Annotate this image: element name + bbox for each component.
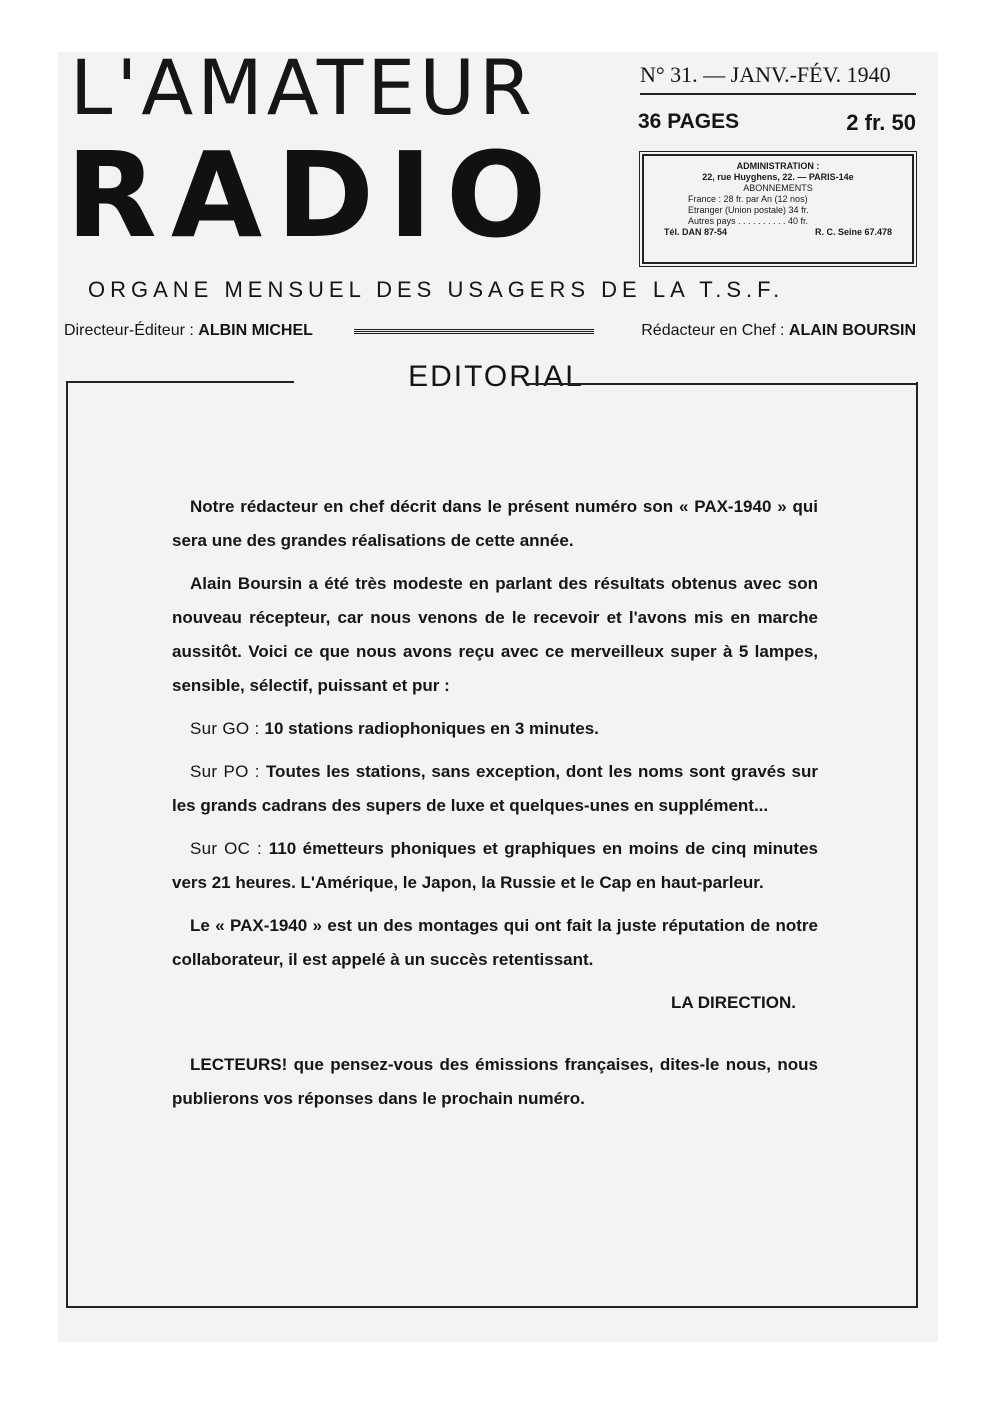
subscription-france: France : 28 fr. par An (12 nos) xyxy=(688,194,808,204)
editorial-body xyxy=(172,490,818,1125)
editor-credit xyxy=(641,322,916,340)
administration-address: 22, rue Huyghens, 22. — PARIS-14e xyxy=(702,172,854,182)
administration-label: ADMINISTRATION : xyxy=(736,161,820,171)
editorial-paragraph: Alain Boursin a été très modeste en parlant des résultats obtenus avec son nouveau récepteur, car nous venons de le recevoir et l'avons mis en marche aussitôt. Voici ce que nous avons reçu avec ce merveilleux super à 5 lampes, sensible, sélectif, puissant et pur : xyxy=(172,574,818,695)
page-count: 36 PAGES xyxy=(638,110,740,133)
administration-box xyxy=(642,154,914,264)
editorial-heading: EDITORIAL xyxy=(408,360,584,393)
po-text: Toutes les stations, sans exception, dont les noms sont gravés sur les grands cadrans des supers de luxe et quelques-unes en supplément... xyxy=(172,762,819,815)
go-text: 10 stations radiophoniques en 3 minutes. xyxy=(264,719,599,738)
director-credit xyxy=(64,322,313,340)
oc-text: 110 émetteurs phoniques et graphiques en moins de cinq minutes vers 21 heures. L'Amérique, le Japon, la Russie et le Cap en haut-parleur. xyxy=(172,839,818,892)
staff-line xyxy=(64,322,916,344)
editorial-signature: LA DIRECTION. xyxy=(671,993,796,1012)
telephone: Tél. DAN 87-54 xyxy=(664,227,728,237)
issue-number: N° 31. — JANV.-FÉV. 1940 xyxy=(640,62,891,87)
subscriptions-label: ABONNEMENTS xyxy=(743,183,813,193)
trade-register: R. C. Seine 67.478 xyxy=(814,227,892,237)
editor-label: Rédacteur en Chef : xyxy=(641,322,789,339)
po-label: Sur PO : xyxy=(190,762,266,781)
director-label: Directeur-Éditeur : xyxy=(64,322,199,339)
editor-name: ALAIN BOURSIN xyxy=(788,322,916,339)
price: 2 fr. 50 xyxy=(846,110,916,135)
issue-rule xyxy=(640,93,916,95)
staff-divider xyxy=(354,329,594,335)
subscription-autres: Autres pays . . . . . . . . . . 40 fr. xyxy=(688,216,809,226)
editorial-go xyxy=(172,712,818,746)
editorial-paragraph: Le « PAX-1940 » est un des montages qui ont fait la juste réputation de notre collaborateur, il est appelé à un succès retentissant. xyxy=(172,916,818,969)
director-name: ALBIN MICHEL xyxy=(198,322,313,339)
readers-note: LECTEURS! que pensez-vous des émissions françaises, dites-le nous, nous publierons vos réponses dans le prochain numéro. xyxy=(172,1055,818,1108)
subscription-etranger: Etranger (Union postale) 34 fr. xyxy=(688,205,809,215)
masthead-subtitle: ORGANE MENSUEL DES USAGERS DE LA T.S.F. xyxy=(88,277,785,302)
editorial-paragraph: Notre rédacteur en chef décrit dans le présent numéro son « PAX-1940 » qui sera une des grandes réalisations de cette année. xyxy=(172,497,818,550)
oc-label: Sur OC : xyxy=(190,839,269,858)
go-label: Sur GO : xyxy=(190,719,265,738)
editorial-oc xyxy=(172,832,818,900)
masthead-title-line1: L'AMATEUR xyxy=(70,43,536,132)
editorial-po xyxy=(172,755,818,823)
masthead-title-line2: RADIO xyxy=(66,126,561,264)
